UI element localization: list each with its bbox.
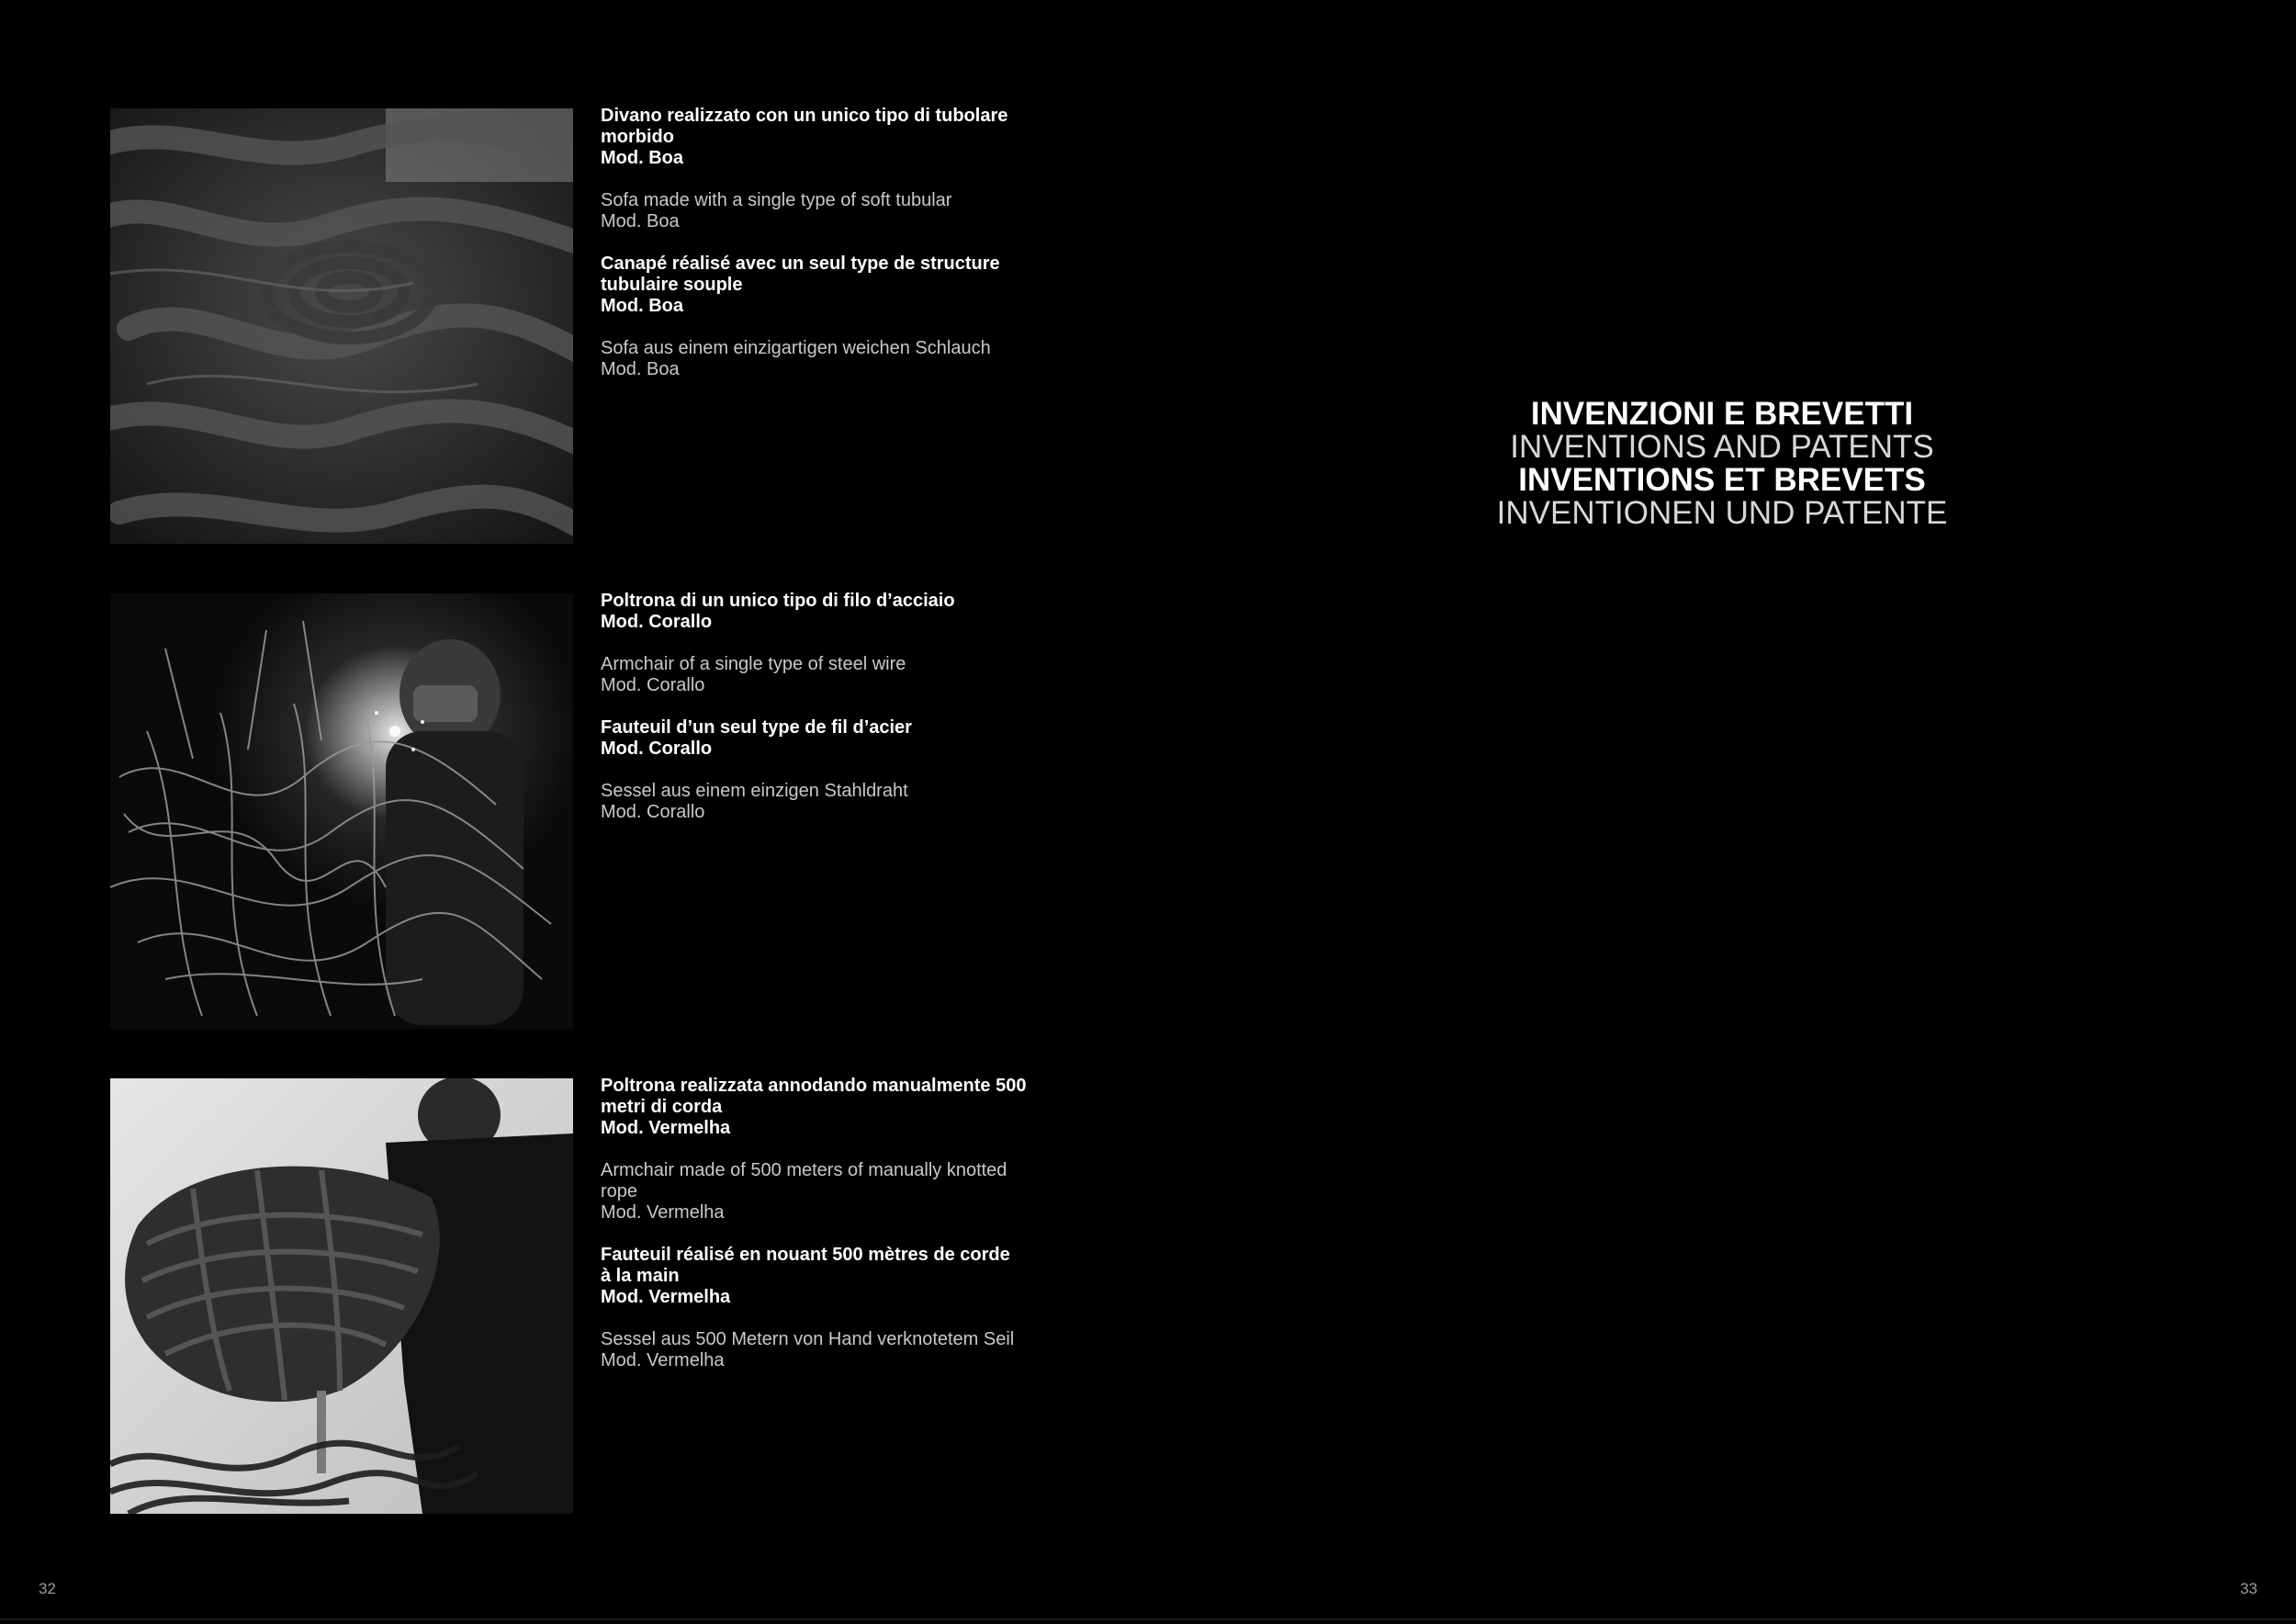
caption-corallo [601,591,1060,844]
caption-line: Fauteuil d’un seul type de fil d’acier [601,717,912,738]
caption-line: Poltrona realizzata annodando manualmente 500 [601,1076,1027,1096]
caption-line: Mod. Boa [601,359,680,379]
caption-line: Mod. Vermelha [601,1202,725,1223]
page-number-right: 33 [2240,1580,2257,1597]
caption-line: à la main [601,1266,680,1286]
caption-line: metri di corda [601,1097,723,1117]
caption-line: Armchair made of 500 meters of manually knotted [601,1160,1007,1180]
caption-line: Mod. Vermelha [601,1118,731,1138]
armchair-vermelha-photo [110,1078,573,1514]
title-line-italian: INVENZIONI E BREVETTI [1530,396,1914,432]
title-line-german: INVENTIONEN UND PATENTE [1496,495,1948,531]
caption-line: Armchair of a single type of steel wire [601,654,906,674]
caption-line: Mod. Corallo [601,612,713,632]
armchair-corallo-photo [110,593,573,1029]
page-number-left: 32 [39,1580,56,1597]
caption-line: Divano realizzato con un unico tipo di tubolare [601,106,1008,126]
caption-line: Fauteuil réalisé en nouant 500 mètres de corde [601,1245,1010,1265]
caption-line: morbido [601,127,674,147]
caption-line: Sofa made with a single type of soft tubular [601,190,952,210]
section-title [1148,398,2296,530]
caption-line: Mod. Boa [601,296,683,316]
title-line-english: INVENTIONS AND PATENTS [1510,429,1934,465]
caption-line: rope [601,1181,638,1201]
sofa-boa-photo [110,108,573,544]
caption-line: Mod. Boa [601,211,680,231]
caption-line: Mod. Corallo [601,675,705,695]
caption-line: Mod. Corallo [601,739,713,759]
caption-line: Canapé réalisé avec un seul type de structure [601,254,1000,274]
right-page [1148,0,2296,1624]
caption-line: Mod. Vermelha [601,1350,725,1370]
caption-line: Poltrona di un unico tipo di filo d’acciaio [601,591,955,611]
caption-line: Mod. Corallo [601,802,705,822]
caption-line: Sessel aus 500 Metern von Hand verknotetem Seil [601,1329,1015,1349]
caption-line: Sessel aus einem einzigen Stahldraht [601,781,908,801]
caption-vermelha [601,1076,1060,1393]
caption-line: Mod. Vermelha [601,1287,731,1307]
caption-line: Sofa aus einem einzigartigen weichen Schlauch [601,338,991,358]
bottom-edge-divider [0,1618,2296,1620]
caption-line: Mod. Boa [601,148,683,168]
title-line-french: INVENTIONS ET BREVETS [1518,462,1926,498]
caption-boa [601,106,1060,401]
caption-line: tubulaire souple [601,275,743,295]
